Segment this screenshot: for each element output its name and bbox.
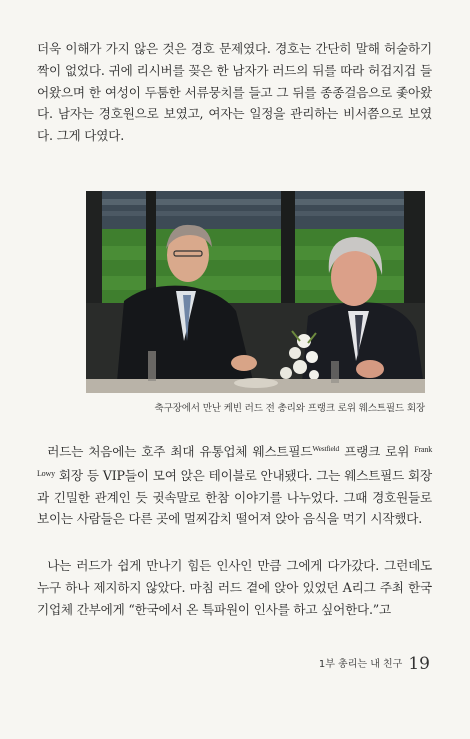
paragraph2-part1: 러드는 처음에는 호주 최대 유통업체 웨스트필드 bbox=[47, 444, 313, 459]
body-paragraph-1: 더욱 이해가 가지 않은 것은 경호 문제였다. 경호는 간단히 말해 허술하기 짝이 없었다. 귀에 리시버를 꽂은 한 남자가 러드의 뒤를 따라 허겁지겁 들어왔으며 한 여성이 두툼한 서류뭉치를 들고 그 뒤를 종종걸음으로 좇아왔다. 남자는 경호원으로 보였고, 여자는 일정을 관리하는 비서쯤으로 보였다. 그게 다였다. bbox=[37, 41, 432, 144]
paragraph2-part2: 프랭크 로위 bbox=[339, 444, 410, 459]
body-paragraph-3 bbox=[37, 555, 432, 620]
paragraph2-part3: 회장 등 VIP들이 모여 앉은 테이블로 안내됐다. 그는 웨스트필드 회장과 긴밀한 관계인 듯 귓속말로 한참 이야기를 나누었다. 그때 경호원들로 보이는 사람들은 다른 곳에 멀찌감치 떨어져 앉아 음식을 먹기 시작했다. bbox=[37, 467, 432, 527]
photo-caption: 축구장에서 만난 케빈 러드 전 총리와 프랭크 로위 웨스트필드 회장 bbox=[154, 403, 425, 414]
paragraph3-text: 나는 러드가 쉽게 만나기 힘든 인사인 만큼 그에게 다가갔다. 그런데도 누구 하나 제지하지 않았다. 마침 러드 곁에 앉아 있었던 A리그 주최 한국 기업체 간부에게 “한국에서 온 특파원이 인사를 하고 싶어한다.”고 bbox=[37, 558, 432, 617]
westfield-gloss: Westfield bbox=[312, 444, 340, 453]
photo-two-men-at-stadium bbox=[86, 191, 425, 393]
page-footer bbox=[319, 654, 430, 674]
page-number: 19 bbox=[408, 654, 430, 674]
frank-lowy-gloss: Frank Lowy bbox=[37, 445, 433, 478]
chapter-title: 1부 총리는 내 친구 bbox=[318, 659, 403, 670]
body-paragraph-2 bbox=[37, 438, 432, 530]
